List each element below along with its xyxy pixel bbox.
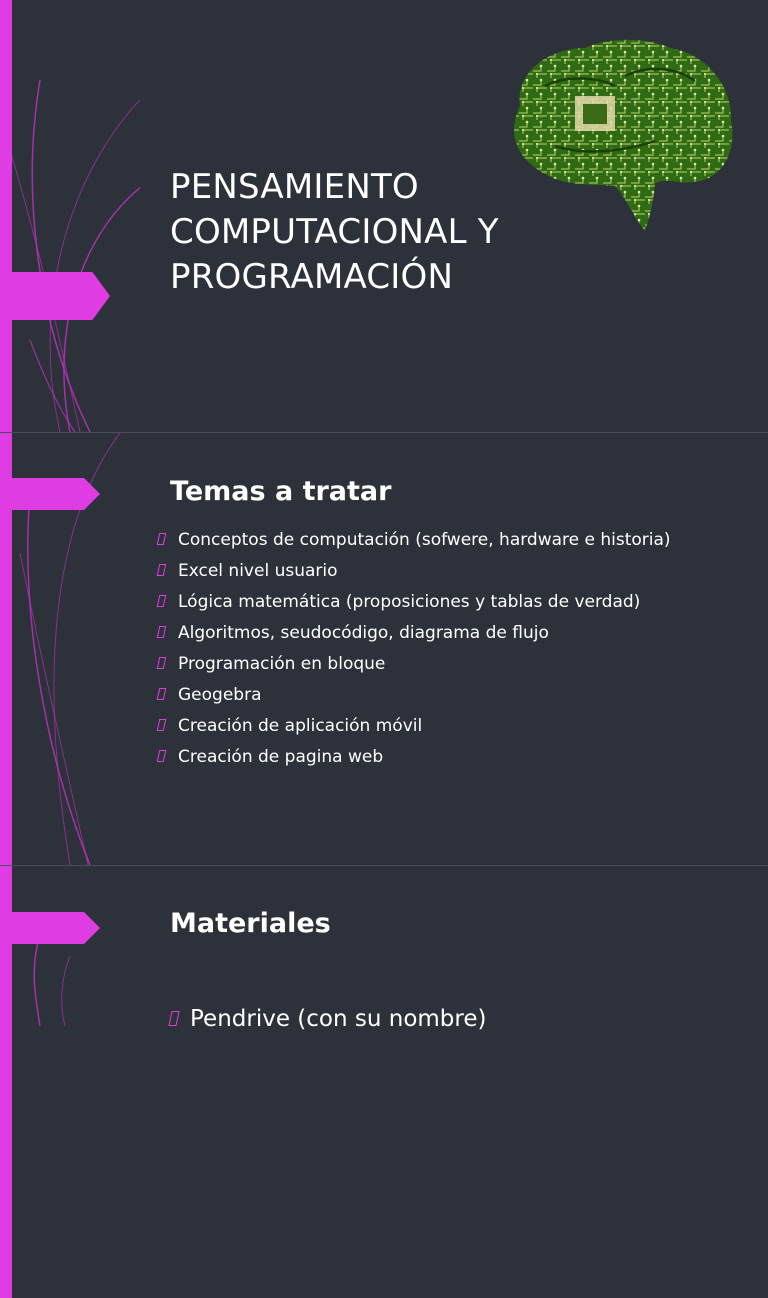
list-item bbox=[158, 622, 718, 644]
presentation-title bbox=[170, 165, 590, 300]
materials-heading: Materiales bbox=[170, 908, 331, 939]
list-item bbox=[158, 560, 718, 582]
list-item-text: Creación de pagina web bbox=[178, 747, 384, 767]
topics-slide bbox=[0, 433, 768, 865]
bullet-icon bbox=[157, 657, 167, 669]
list-item bbox=[158, 746, 718, 768]
bullet-icon bbox=[157, 595, 167, 607]
materials-slide bbox=[0, 866, 768, 1298]
bullet-icon bbox=[157, 564, 167, 576]
title-slide bbox=[0, 0, 768, 432]
list-item bbox=[158, 591, 718, 613]
accent-arrow-tab bbox=[0, 272, 110, 320]
list-item bbox=[170, 1004, 486, 1034]
bullet-icon bbox=[157, 533, 167, 545]
list-item bbox=[158, 684, 718, 706]
topics-list bbox=[158, 529, 718, 777]
list-item-text: Lógica matemática (proposiciones y tablas de verdad) bbox=[178, 592, 641, 612]
title-line-2: COMPUTACIONAL Y bbox=[170, 212, 499, 252]
bullet-icon bbox=[157, 688, 167, 700]
title-line-1: PENSAMIENTO bbox=[170, 167, 419, 207]
list-item bbox=[158, 653, 718, 675]
accent-bar bbox=[0, 0, 12, 432]
list-item-text: Programación en bloque bbox=[178, 654, 386, 674]
bullet-icon bbox=[157, 626, 167, 638]
accent-arrow-tab bbox=[0, 478, 100, 510]
title-line-3: PROGRAMACIÓN bbox=[170, 257, 454, 297]
bullet-icon bbox=[157, 750, 167, 762]
list-item-text: Pendrive (con su nombre) bbox=[190, 1006, 487, 1032]
materials-list bbox=[170, 1004, 486, 1034]
bullet-icon bbox=[157, 719, 167, 731]
topics-heading: Temas a tratar bbox=[170, 476, 392, 507]
list-item bbox=[158, 715, 718, 737]
decorative-curves bbox=[0, 866, 140, 1026]
list-item bbox=[158, 529, 718, 551]
accent-arrow-tab bbox=[0, 912, 100, 944]
list-item-text: Creación de aplicación móvil bbox=[178, 716, 423, 736]
list-item-text: Excel nivel usuario bbox=[178, 561, 338, 581]
list-item-text: Conceptos de computación (sofwere, hardware e historia) bbox=[178, 530, 671, 550]
decorative-curves bbox=[0, 0, 140, 432]
list-item-text: Geogebra bbox=[178, 685, 262, 705]
list-item-text: Algoritmos, seudocódigo, diagrama de flujo bbox=[178, 623, 549, 643]
